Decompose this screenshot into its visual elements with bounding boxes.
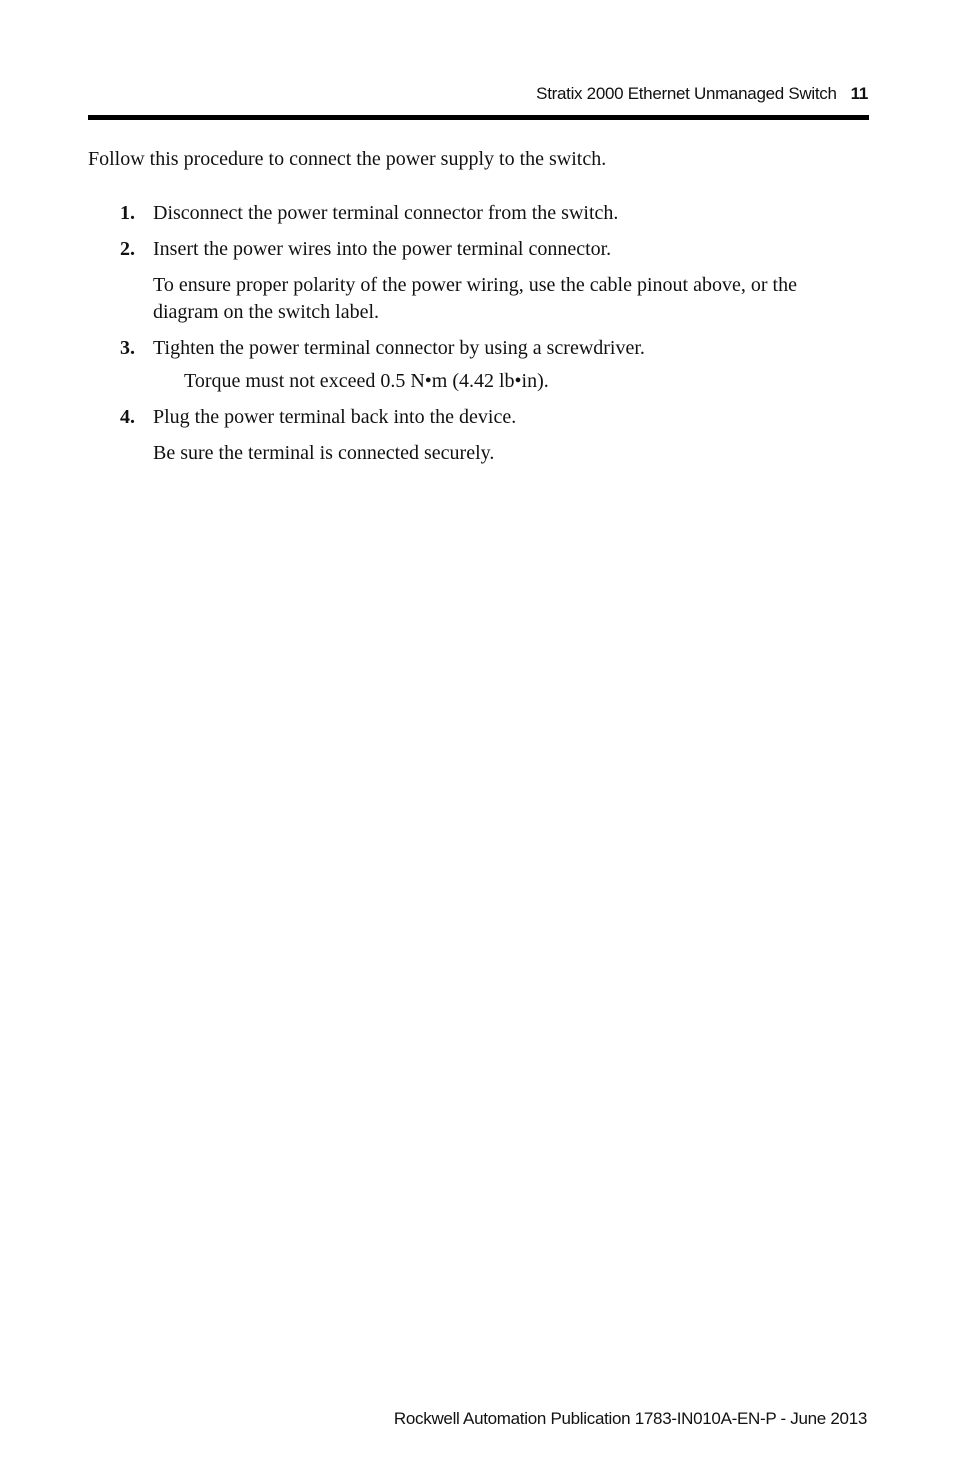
intro-paragraph: Follow this procedure to connect the power supply to the switch. bbox=[88, 148, 607, 170]
header-rule bbox=[88, 115, 869, 120]
step-item bbox=[120, 200, 860, 227]
step-number: 2. bbox=[120, 238, 135, 260]
step-number: 1. bbox=[120, 202, 135, 224]
header-title: Stratix 2000 Ethernet Unmanaged Switch bbox=[536, 84, 837, 103]
step-text: Plug the power terminal back into the device. bbox=[153, 406, 517, 428]
procedure-steps bbox=[120, 200, 860, 476]
step-detail: To ensure proper polarity of the power wiring, use the cable pinout above, or the diagram on the switch label. bbox=[153, 274, 797, 323]
step-text: Insert the power wires into the power terminal connector. bbox=[153, 238, 612, 260]
step-item bbox=[120, 335, 860, 395]
step-number: 4. bbox=[120, 406, 135, 428]
step-text: Tighten the power terminal connector by using a screwdriver. bbox=[153, 337, 645, 359]
step-detail: Be sure the terminal is connected securely. bbox=[153, 442, 495, 464]
step-item bbox=[120, 236, 860, 326]
page-header bbox=[536, 84, 868, 104]
step-number: 3. bbox=[120, 337, 135, 359]
page-number: 11 bbox=[850, 84, 868, 103]
step-item bbox=[120, 404, 860, 467]
publication-footer: Rockwell Automation Publication 1783-IN010A-EN-P - June 2013 bbox=[393, 1409, 867, 1428]
step-text: Disconnect the power terminal connector from the switch. bbox=[153, 202, 619, 224]
torque-note: Torque must not exceed 0.5 N•m (4.42 lb•in). bbox=[184, 370, 549, 392]
